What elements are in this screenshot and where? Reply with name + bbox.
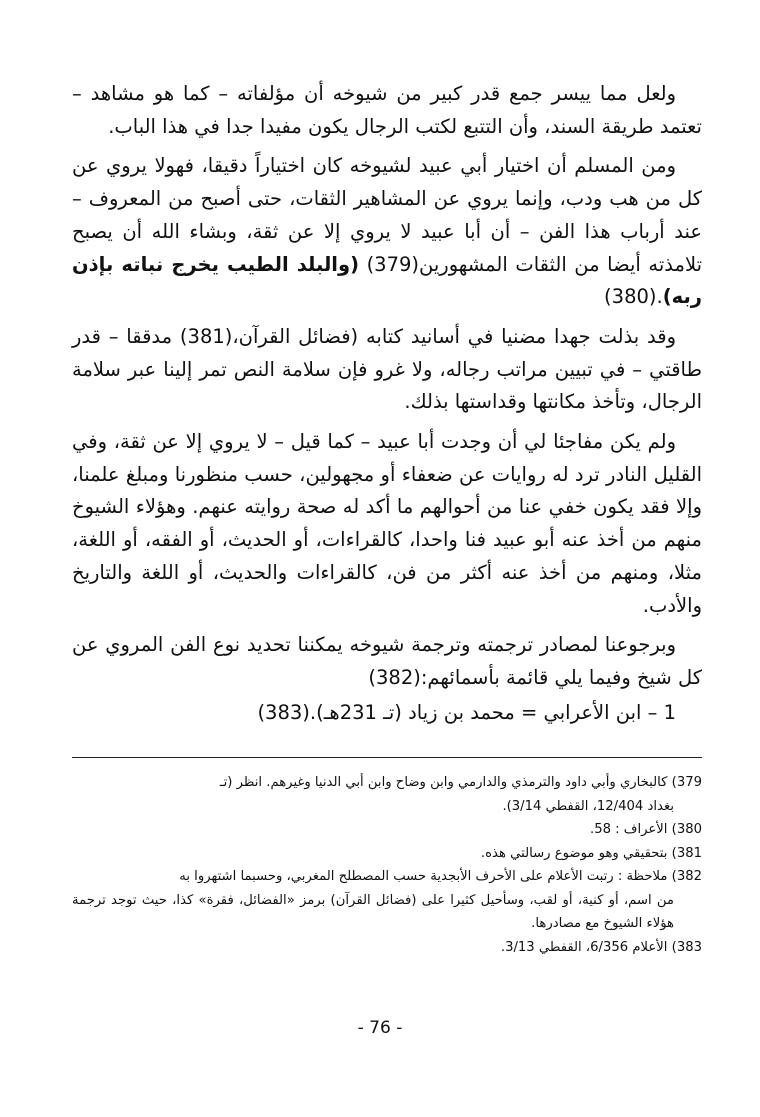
footnote-text: ملاحظة : رتبت الأعلام على الأحرف الأبجدية حسب المصطلح المغربي، وحسبما اشتهروا به [179, 869, 668, 884]
paragraph-2 [72, 150, 702, 314]
paragraph-5: وبرجوعنا لمصادر ترجمته وترجمة شيوخه يمكننا تحديد نوع الفن المروي عن كل شيخ وفيما يلي قائمة بأسمائهم:(382) [72, 633, 702, 689]
page-number: - 76 - [357, 1018, 403, 1038]
footnote-text: الأعلام 6/356، القفطي 3/13. [500, 939, 668, 955]
footnote-number: 382) [671, 869, 702, 884]
footnote-text: الأعراف : 58. [589, 822, 668, 837]
footnote-number: 380) [671, 822, 702, 837]
list-item: 1 – ابن الأعرابي = محمد بن زياد (تـ 231هـ).(383) [257, 700, 676, 724]
footnote-383 [72, 936, 702, 960]
footnote-number: 383) [671, 939, 702, 955]
paragraph-3: وقد بذلت جهدا مضنيا في أسانيد كتابه (فضائل القرآن،(381) مدققا – قدر طاقتي – في تبيين مراتب رجاله، ولا غرو فإن سلامة النص تمر إلينا عبر سلامة الرجال، وتأخذ مكانتها وقداستها بذلك. [72, 324, 702, 414]
footnote-379 [72, 771, 702, 818]
footnotes [72, 771, 702, 959]
footnote-continuation: بغداد 12/404، القفطي 3/14). [502, 798, 674, 814]
footnote-380 [72, 818, 702, 842]
paragraph-2-text: ومن المسلم أن اختيار أبي عبيد لشيوخه كان اختياراً دقيقا، فهولا يروي عن كل من هب ودب، وإنما يروي عن المشاهير الثقات، حتى أصبح من المعروف – عند أرباب هذا الفن – أن أبا عبيد لا يروي إلا عن ثقة، وبشاء الله أن يصبح تلامذته أيضا من الثقات المشهورين(379) [72, 154, 703, 276]
footnote-number: 381) [671, 845, 702, 861]
footnote-381 [72, 842, 702, 866]
quran-quote: (والبلد الطيب يخرج نباته بإذن ربه) [72, 252, 702, 309]
paragraph-1: ولعل مما ييسر جمع قدر كبير من شيوخه أن مؤلفاته – كما هو مشاهد – تعتمد طريقة السند، وأن التتبع لكتب الرجال يكون مفيدا جدا في هذا الباب. [72, 82, 702, 138]
footnote-divider [72, 757, 702, 758]
footnote-382 [72, 865, 702, 936]
paragraph-4: ولم يكن مفاجئا لي أن وجدت أبا عبيد – كما قيل – لا يروي إلا عن ثقة، وفي القليل النادر ترد له روايات عن ضعفاء أو مجهولين، حسب منظورنا ومبلغ علمنا، وإلا فقد يكون خفي عنا من أحوالهم ما أكد له صحة روايته عنهم. وهؤلاء الشيوخ منهم من أخذ عنه أبو عبيد فنا واحدا، كالقراءات، أو الحديث، أو الفقه، أو اللغة، مثلا، ومنهم من أخذ عنه أكثر من فن، كالقراءات والحديث، أو اللغة والتاريخ والأدب. [72, 430, 702, 617]
main-text [72, 78, 702, 729]
footnote-text: بتحقيقي وهو موضوع رسالتي هذه. [480, 845, 668, 861]
paragraph-2-footnote-ref: .(380) [604, 285, 663, 309]
footnote-number: 379) [671, 775, 702, 790]
footnote-text: كالبخاري وأبي داود والترمذي والدارمي وابن وضاح وابن أبي الدنيا وغيرهم. انظر (تـ [219, 775, 668, 790]
footnote-continuation: من اسم، أو كنية، أو لقب، وسأحيل كثيرا على (فضائل القرآن) برمز «الفضائل، فقرة» كذا، حيث توجد ترجمة هؤلاء الشيوخ مع مصادرها. [72, 892, 674, 931]
